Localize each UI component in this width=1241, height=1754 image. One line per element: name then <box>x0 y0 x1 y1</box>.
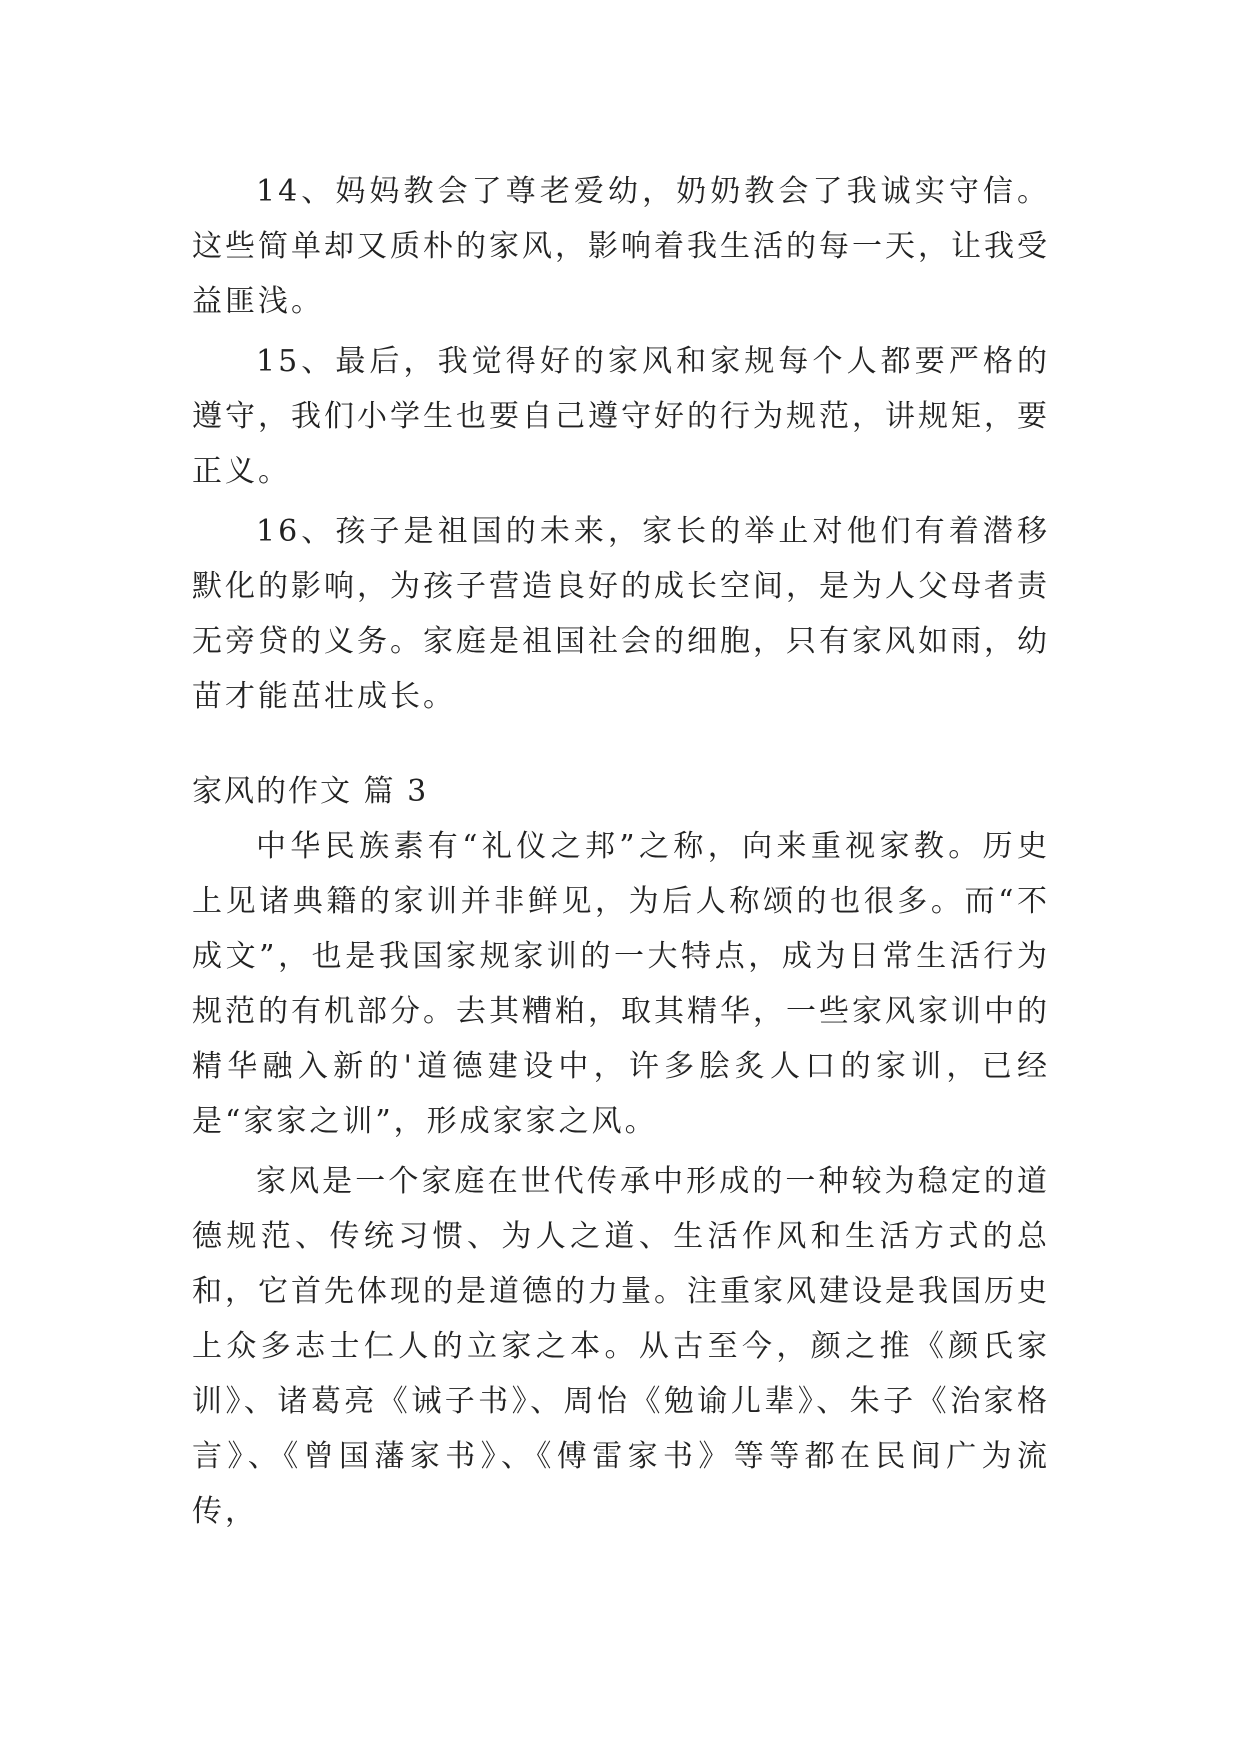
essay-paragraph: 家风是一个家庭在世代传承中形成的一种较为稳定的道德规范、传统习惯、为人之道、生活作风和生活方式的总和，它首先体现的是道德的力量。注重家风建设是我国历史上众多志士仁人的立家之本。从古至今，颜之推《颜氏家训》、诸葛亮《诫子书》、周怡《勉谕儿辈》、朱子《治家格言》、《曾国藩家书》、《傅雷家书》等等都在民间广为流传， <box>192 1164 1050 1529</box>
paragraph-14: 14、妈妈教会了尊老爱幼，奶奶教会了我诚实守信。这些简单却又质朴的家风，影响着我生活的每一天，让我受益匪浅。 <box>192 174 1050 319</box>
paragraph-16: 16、孩子是祖国的未来，家长的举止对他们有着潜移默化的影响，为孩子营造良好的成长空间，是为人父母者责无旁贷的义务。家庭是祖国社会的细胞，只有家风如雨，幼苗才能茁壮成长。 <box>192 514 1050 714</box>
essay-paragraph: 中华民族素有“礼仪之邦”之称，向来重视家教。历史上见诸典籍的家训并非鲜见，为后人称颂的也很多。而“不成文”，也是我国家规家训的一大特点，成为日常生活行为规范的有机部分。去其糟粕，取其精华，一些家风家训中的精华融入新的'道德建设中，许多脍炙人口的家训，已经是“家家之训”，形成家家之风。 <box>192 829 1050 1139</box>
section-title: 家风的作文 篇 3 <box>192 774 429 809</box>
document-body <box>192 164 1050 1544</box>
paragraph-15: 15、最后，我觉得好的家风和家规每个人都要严格的遵守，我们小学生也要自己遵守好的行为规范，讲规矩，要正义。 <box>192 344 1050 489</box>
